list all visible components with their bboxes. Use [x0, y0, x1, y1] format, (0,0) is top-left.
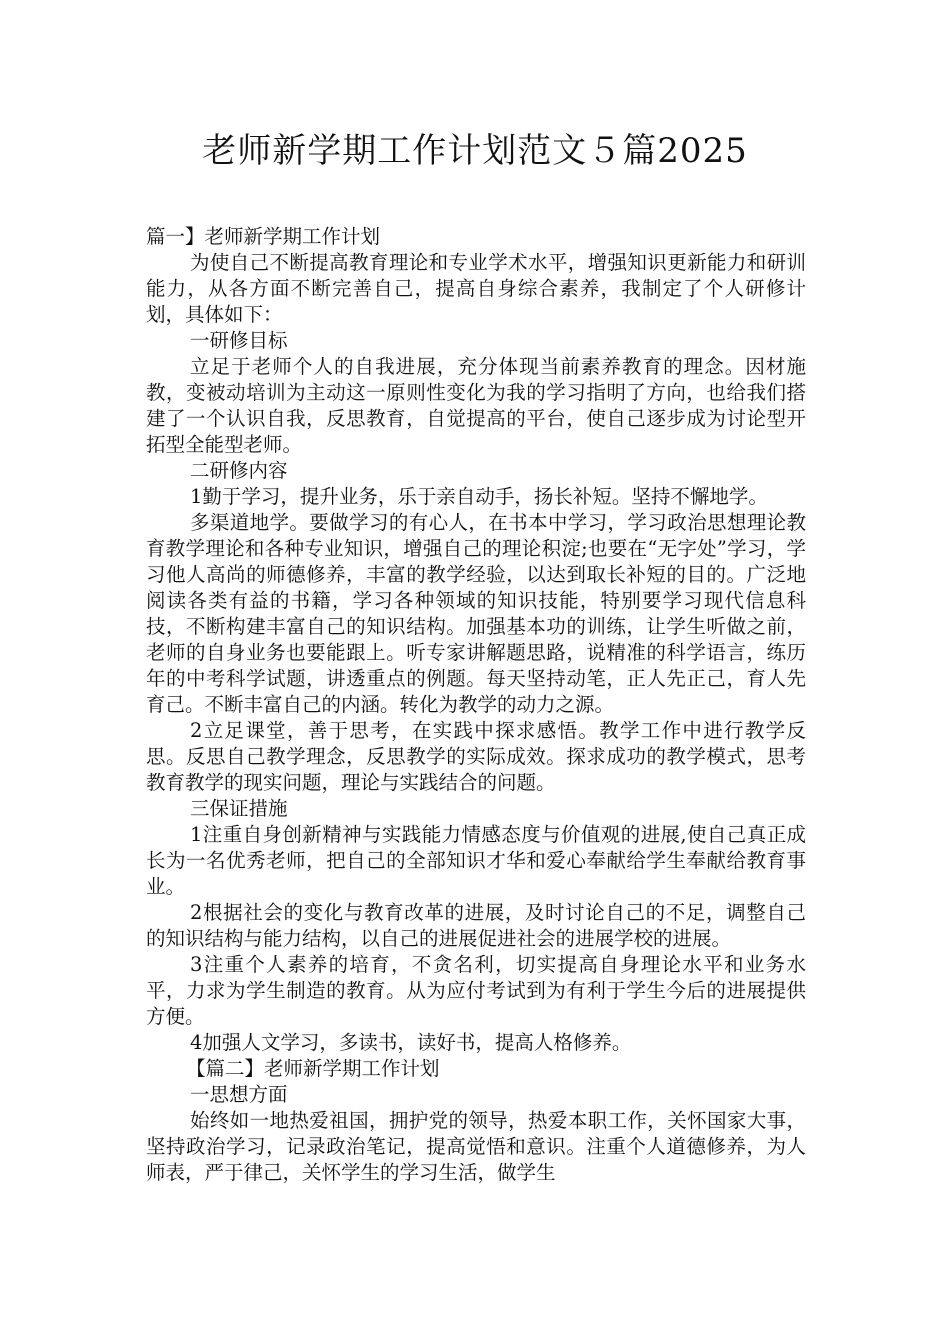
paragraph: 2根据社会的变化与教育改革的进展，及时讨论自己的不足，调整自己的知识结构与能力结构，以自己的进展促进社会的进展学校的进展。 [146, 901, 806, 950]
subheading: 三保证措施 [190, 797, 288, 820]
paragraph: 为使自己不断提高教育理论和专业学术水平，增强知识更新能力和研训能力，从各方面不断完善自己，提高自身综合素养，我制定了个人研修计划，具体如下： [146, 251, 806, 326]
section-heading-1: 篇一】老师新学期工作计划 [146, 225, 381, 248]
subheading: 一思想方面 [190, 1083, 288, 1106]
document-body [146, 224, 806, 1186]
section-heading-2: 【篇二】老师新学期工作计划 [186, 1057, 440, 1080]
paragraph: 立足于老师个人的自我进展，充分体现当前素养教育的理念。因材施教，变被动培训为主动这一原则性变化为我的学习指明了方向，也给我们搭建了一个认识自我，反思教育，自觉提高的平台，使自己逐步成为讨论型开拓型全能型老师。 [146, 355, 806, 456]
document-title: 老师新学期工作计划范文５篇2025 [202, 131, 748, 171]
paragraph: 3注重个人素养的培育，不贪名利，切实提高自身理论水平和业务水平，力求为学生制造的教育。从为应付考试到为有利于学生今后的进展提供方便。 [146, 953, 806, 1028]
paragraph: 1勤于学习，提升业务，乐于亲自动手，扬长补短。坚持不懈地学。 [190, 485, 768, 508]
paragraph: 始终如一地热爱祖国，拥护党的领导，热爱本职工作，关怀国家大事，坚持政治学习，记录政治笔记，提高觉悟和意识。注重个人道德修养，为人师表，严于律己，关怀学生的学习生活，做学生 [146, 1109, 806, 1184]
paragraph: 多渠道地学。要做学习的有心人，在书本中学习，学习政治思想理论教育教学理论和各种专业知识，增强自己的理论积淀;也要在“无字处”学习，学习他人高尚的师德修养，丰富的教学经验，以达到取长补短的目的。广泛地阅读各类有益的书籍，学习各种领域的知识技能，特别要学习现代信息科技，不断构建丰富自己的知识结构。加强基本功的训练，让学生听做之前，老师的自身业务也要能跟上。听专家讲解题思路，说精准的科学语言，练历年的中考科学试题，讲透重点的例题。每天坚持动笔，正人先正己，育人先育己。不断丰富自己的内涵。转化为教学的动力之源。 [146, 511, 806, 716]
paragraph: 2立足课堂，善于思考，在实践中探求感悟。教学工作中进行教学反思。反思自己教学理念，反思教学的实际成效。探求成功的教学模式，思考教育教学的现实问题，理论与实践结合的问题。 [146, 719, 806, 794]
subheading: 二研修内容 [190, 459, 288, 482]
subheading: 一研修目标 [190, 329, 288, 352]
paragraph: 4加强人文学习，多读书，读好书，提高人格修养。 [190, 1031, 632, 1054]
paragraph: 1注重自身创新精神与实践能力情感态度与价值观的进展,使自己真正成长为一名优秀老师，把自己的全部知识才华和爱心奉献给学生奉献给教育事业。 [146, 823, 806, 898]
